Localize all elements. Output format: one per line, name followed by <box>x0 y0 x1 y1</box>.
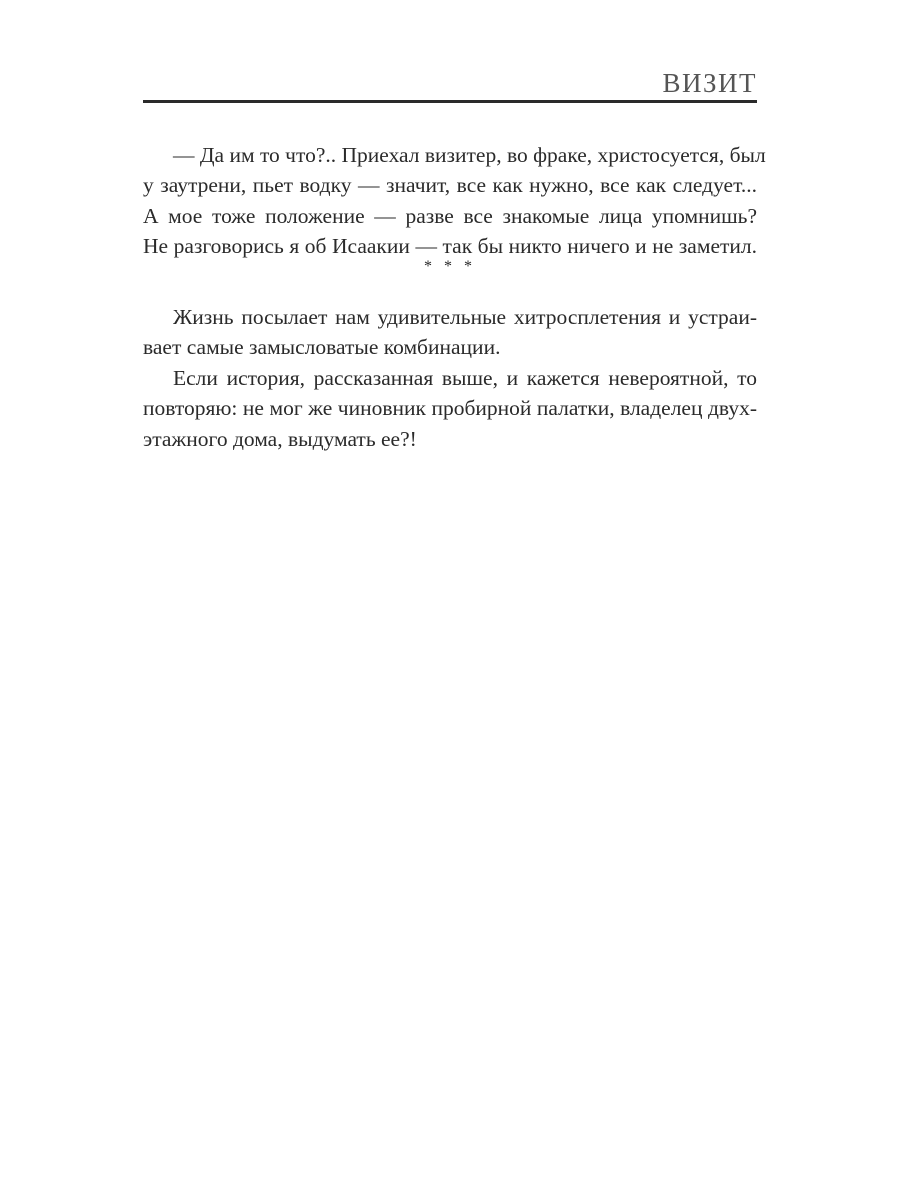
text-line: Не разговорись я об Исаакии — так бы никто ничего и не заметил. <box>143 234 757 259</box>
section-separator: * * * <box>424 258 476 275</box>
text-line: вает самые замысловатые комбинации. <box>143 335 501 360</box>
text-line: этажного дома, выдумать ее?! <box>143 426 417 451</box>
header-rule <box>143 100 757 103</box>
paragraph-life <box>143 302 757 454</box>
text-line: повторяю: не мог же чиновник пробирной палатки, владелец двух- <box>143 396 757 421</box>
text-line: А мое тоже положение — разве все знакомые лица упомнишь? <box>143 203 757 228</box>
running-header-title: ВИЗИТ <box>662 68 757 98</box>
text-line: Если история, рассказанная выше, и кажется невероятной, то <box>173 365 757 390</box>
text-line: у заутрени, пьет водку — значит, все как нужно, все как следует... <box>143 173 757 198</box>
text-line: Жизнь посылает нам удивительные хитросплетения и устраи- <box>173 305 757 329</box>
paragraph-dialogue <box>143 140 766 262</box>
text-line: — Да им то что?.. Приехал визитер, во фраке, христосуется, был <box>173 143 766 167</box>
